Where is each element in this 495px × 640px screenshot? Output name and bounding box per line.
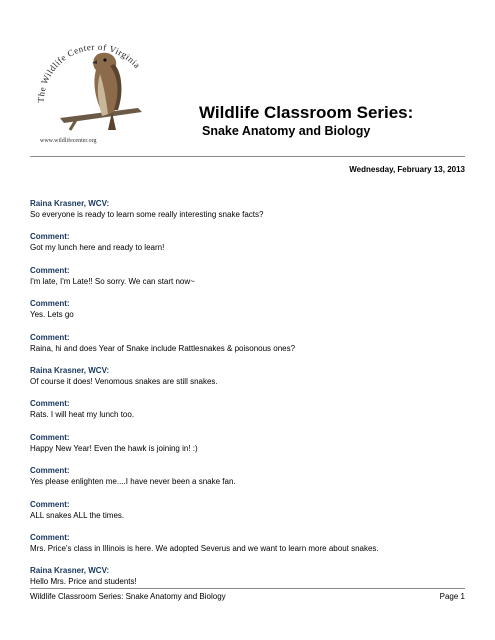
transcript-entry bbox=[30, 499, 465, 532]
entry-text: Happy New Year! Even the hawk is joining in! :) bbox=[30, 443, 198, 453]
entry-text: Rats. I will heat my lunch too. bbox=[30, 410, 135, 420]
entry-text: Yes. Lets go bbox=[30, 310, 74, 320]
entry-speaker: Comment: bbox=[30, 432, 70, 442]
entry-text: Got my lunch here and ready to learn! bbox=[30, 243, 165, 253]
hawk-on-branch-icon bbox=[30, 26, 158, 146]
entry-text: Of course it does! Venomous snakes are still snakes. bbox=[30, 376, 218, 386]
entry-text: Yes please enlighten me....I have never been a snake fan. bbox=[30, 477, 236, 487]
transcript-entry bbox=[30, 265, 465, 298]
entry-text: ALL snakes ALL the times. bbox=[30, 510, 125, 520]
entry-text: So everyone is ready to learn some really interesting snake facts? bbox=[30, 210, 264, 219]
header-divider bbox=[30, 156, 465, 157]
transcript-entry bbox=[30, 198, 465, 231]
page-subtitle: Snake Anatomy and Biology bbox=[202, 124, 371, 138]
transcript-entry bbox=[30, 432, 465, 465]
entry-speaker: Raina Krasner, WCV: bbox=[30, 199, 110, 208]
entry-text: Mrs. Price's class in Illinois is here. We adopted Severus and we want to learn more about snakes. bbox=[30, 543, 379, 553]
footer-divider bbox=[30, 588, 465, 589]
entry-speaker: Comment: bbox=[30, 532, 70, 542]
transcript-entry bbox=[30, 398, 465, 431]
entry-text: I'm late, I'm Late!! So sorry. We can start now~ bbox=[30, 276, 195, 286]
entry-speaker: Comment: bbox=[30, 299, 70, 309]
entry-speaker: Comment: bbox=[30, 499, 70, 509]
entry-speaker: Comment: bbox=[30, 332, 70, 342]
page-title: Wildlife Classroom Series: bbox=[199, 103, 414, 122]
logo-url: www.wildlifecenter.org bbox=[40, 138, 97, 144]
wildlife-center-logo bbox=[30, 26, 158, 146]
page-number: Page 1 bbox=[439, 592, 465, 601]
transcript-entry bbox=[30, 231, 465, 264]
entry-speaker: Comment: bbox=[30, 232, 70, 242]
entry-text: Hello Mrs. Price and students! bbox=[30, 577, 137, 587]
svg-text:The Wildlife Center of Virgini bbox=[36, 42, 143, 103]
entry-speaker: Comment: bbox=[30, 466, 70, 476]
entry-speaker: Comment: bbox=[30, 265, 70, 275]
entry-speaker: Raina Krasner, WCV: bbox=[30, 365, 110, 375]
transcript bbox=[30, 198, 465, 599]
entry-speaker: Comment: bbox=[30, 399, 70, 409]
title-block bbox=[199, 103, 459, 139]
transcript-entry bbox=[30, 465, 465, 498]
footer-title: Wildlife Classroom Series: Snake Anatomy and Biology bbox=[30, 592, 226, 601]
logo-arc-text: The Wildlife Center of Virginia bbox=[35, 41, 143, 103]
transcript-entry bbox=[30, 365, 465, 398]
transcript-entry bbox=[30, 532, 465, 565]
transcript-entry bbox=[30, 332, 465, 365]
session-date: Wednesday, February 13, 2013 bbox=[349, 165, 465, 174]
entry-speaker: Raina Krasner, WCV: bbox=[30, 566, 110, 576]
entry-text: Raina, hi and does Year of Snake include Rattlesnakes & poisonous ones? bbox=[30, 343, 296, 353]
transcript-entry bbox=[30, 298, 465, 331]
